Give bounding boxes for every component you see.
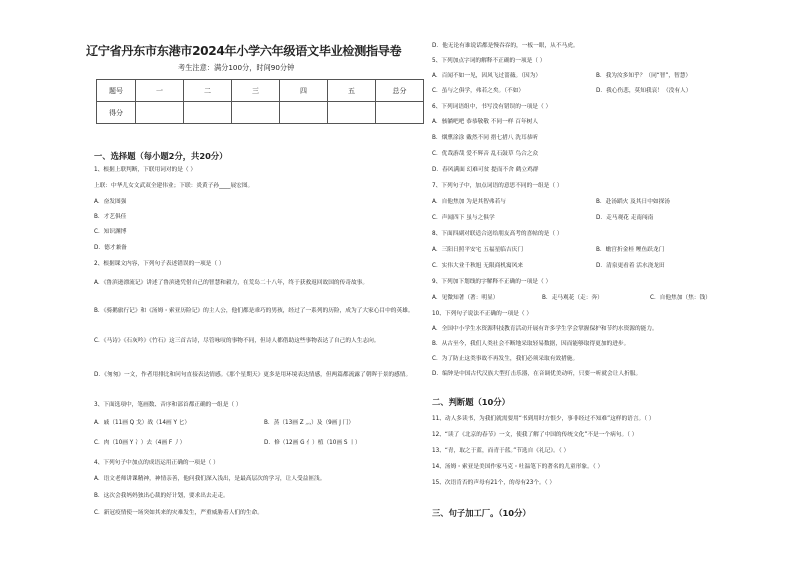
- score-input-cell[interactable]: [136, 102, 184, 124]
- table-cell: 题号: [97, 80, 136, 102]
- judge-line: 13、“青，取之于蓝，而青于蓝。”节选自《礼记》。（ ）: [432, 448, 570, 454]
- option-line: D．《匆匆》一文，作者用排比和问句直接表达情感。《那个星期天》更多是用环境表达情感，但两篇都流露了朝晖于景的感情。: [94, 372, 412, 378]
- table-cell: 得分: [97, 102, 136, 124]
- option-line: B．《骑鹅旅行记》和《汤姆・索亚历险记》的主人公，他们都是乖巧的男孩，经过了一系列的历险，成为了大家心目中的英雄。: [94, 308, 414, 314]
- table-cell: 四: [280, 80, 328, 102]
- score-input-cell[interactable]: [232, 102, 280, 124]
- option-line: C．虽与之俱学，弗若之矣。（不如）: [432, 88, 525, 94]
- option-line: B．从古至今，我们人类社会不断地采取轻易数据，因而能够取得更加的进步。: [432, 341, 630, 347]
- option-line: B．这次会我妈妈独出心裁的好计划，要求出去走走。: [94, 493, 229, 499]
- table-cell: 一: [136, 80, 184, 102]
- option-line: D．我心伤悲，莫知我哀！（没有人）: [596, 88, 692, 94]
- question-line: 5、下列加点字词的解释不正确的一项是（ ）: [432, 58, 546, 64]
- option-line: A．自他焦加 为是其智弗若与: [432, 199, 506, 205]
- question-line: 10、下列句子说法不正确的一项是（ ）: [432, 311, 533, 317]
- option-line: A．三阳日照平安宅 五福星临吉庆门: [432, 247, 524, 253]
- option-line: A．《鲁滨逊漂流记》讲述了鲁滨逊凭借自己的智慧和毅力，在荒岛二十八年，终于获救返回故国的传奇故事。: [94, 280, 369, 286]
- score-table: [96, 79, 424, 124]
- option-line: D．他无论有谁说话都是慢吞吞的，一板一眼，从不马虎。: [432, 43, 579, 49]
- table-row: [97, 102, 424, 124]
- option-line: D．编钟是中国古代汉族大型打击乐器，在音调优美动听，只要一听就会让人折服。: [432, 371, 642, 377]
- judge-line: 14、汤姆・索亚是美国作家马克・吐温笔下的著名的儿童形象。（ ）: [432, 464, 604, 470]
- option-line: C．新冠疫情使一场突如其来的灾难发生，严重威胁着人们的生命。: [94, 510, 263, 516]
- option-line: A．全国中小学生水资源科技教育活动开展有许多学生学会掌握保护和节约水资源的能力。: [432, 326, 658, 332]
- section-title: 一、选择题（每小题2分，共20分）: [94, 151, 228, 161]
- option-line: D．德才兼备: [94, 245, 127, 251]
- option-line: C．优哉游哉 爱不辉音 乱石鼓草 鸟合之众: [432, 151, 539, 157]
- question-line: 9、下列加下划线的字解释不正确的一项是（ ）: [432, 279, 552, 285]
- option-line: D．走马观花 走南闯南: [596, 215, 654, 221]
- option-line: B．赴汤蹈火 及其日中如探汤: [596, 199, 670, 205]
- table-cell: 二: [184, 80, 232, 102]
- option-line: C．实伟大业千秋旭 无限商机寓风来: [432, 263, 524, 269]
- option-line: C．声闻四下 虽与之俱学: [432, 215, 495, 221]
- option-line: C．肉（10画 Y 冫）去（4画 F 丿）: [94, 440, 186, 446]
- option-line: A．语文老师讲课精神，神情亲善，他问我们深入浅出，是最高层次的学习，让人受益匪浅。: [94, 476, 326, 482]
- option-line: B．蒸（13画 Z 灬）及（9画 J 冂）: [264, 420, 355, 426]
- table-row: [97, 80, 424, 102]
- question-line: 7、下列句子中，加点词语的意思不同的一组是（ ）: [432, 183, 563, 189]
- judge-line: 11、动人多读书，为我们就需要用“书到用时方恨少，事非经过不知难”这样的语言。（ ）: [432, 416, 655, 422]
- option-line: D．清泉更看着 活水浇龙田: [596, 263, 665, 269]
- question-line: 4、下列句子中加点的成语运用正确的一项是（ ）: [94, 460, 219, 466]
- judge-line: 12、“读了《北京的春节》一文，使我了解了中国的传统文化”不是一个病句。（ ）: [432, 432, 638, 438]
- table-cell: 总分: [376, 80, 424, 102]
- table-cell: 五: [328, 80, 376, 102]
- exam-note: 考生注意：满分100分，时间90分钟: [178, 63, 295, 72]
- section-title: 三、句子加工厂。（10分）: [432, 508, 531, 518]
- option-line: C．《马诗》《石灰吟》《竹石》这三首古诗，尽管咏叹的事物不同，但诗人都借助这些事物表达了自己的人生志向。: [94, 338, 380, 344]
- option-line: A．百闻不如一见，因风飞过蔷薇。（因为）: [432, 73, 542, 79]
- option-line: A．奋发图强: [94, 199, 127, 205]
- table-cell: 三: [232, 80, 280, 102]
- option-line: D．春风满面 幻难可贫 提而不舍 鹤立鸡群: [432, 167, 539, 173]
- judge-line: 15、次语肯否的声母有21个，的母有23个。（ ）: [432, 480, 556, 486]
- question-line: 1、根据上联判断，下联用词对的是（ ）: [94, 167, 197, 173]
- option-line: A．戚（11画 Q 戈）战（14画 Y 匕）: [94, 420, 191, 426]
- option-line: B．走马观花（走：奔）: [542, 295, 603, 301]
- score-input-cell[interactable]: [184, 102, 232, 124]
- question-line: 6、下列词语组中，书写没有错误的一项是（ ）: [432, 104, 552, 110]
- page-title: 辽宁省丹东市东港市2024年小学六年级语文毕业检测指导卷: [86, 44, 402, 58]
- score-input-cell[interactable]: [328, 102, 376, 124]
- question-line: 3、下面选项中，笔画数、音序和部首都正确的一组是（ ）: [94, 402, 242, 408]
- option-line: C．知识渊博: [94, 229, 127, 235]
- option-line: A．骇躺吧吧 恭恭敬敬 不同一样 百年树人: [432, 119, 539, 125]
- option-line: B．我为汝多知乎？（同“智”，智慧）: [596, 73, 692, 79]
- question-line: 2、根据课文内容，下列句子表述错误的一项是（ ）: [94, 261, 225, 267]
- question-line: 8、下面四副对联适合送给朋友高考的喜帖的是（ ）: [432, 231, 563, 237]
- option-line: C．自他焦加（焦：钱）: [650, 295, 711, 301]
- score-input-cell[interactable]: [280, 102, 328, 124]
- option-line: C．为了防止这类事故不再发生，我们必须采取有效措施。: [432, 356, 579, 362]
- question-line: 上联：中华儿女文武双全建伟业；下联：炎黄子孙____展宏图。: [94, 183, 254, 189]
- option-line: B．烟熏涂涂 戴然不同 措七措八 洗耳恭听: [432, 135, 539, 141]
- option-line: B．才艺俱佳: [94, 214, 127, 220]
- score-input-cell[interactable]: [376, 102, 424, 124]
- option-line: B．蟾宫折金桂 鲤鱼跃龙门: [596, 247, 665, 253]
- option-line: A．见微知著（著：明显）: [432, 295, 499, 301]
- section-title: 二、判断题（10分）: [432, 397, 510, 407]
- option-line: D．修（12画 G 亻）植（10画 S 丨）: [264, 440, 361, 446]
